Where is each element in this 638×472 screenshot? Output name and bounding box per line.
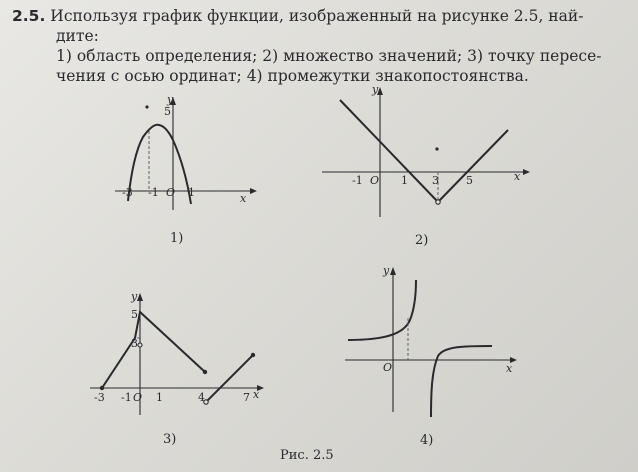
graph-3-y-label: y (131, 290, 138, 303)
graph-2-min-point (436, 200, 440, 204)
graph-1-caption: 1) (170, 231, 184, 246)
graph-2-tick-1: 1 (401, 174, 408, 187)
graph-3-y-intercept (138, 343, 142, 347)
graph-1-tick-m3: -3 (122, 186, 133, 199)
graph-3-tick-4: 4 (198, 391, 205, 404)
graph-2-caption: 2) (415, 233, 429, 248)
problem-line-4: чения с осью ординат; 4) промежутки знакопостоянства. (56, 67, 529, 85)
graph-3-start-point (100, 386, 104, 390)
graph-3-origin: O (133, 391, 143, 404)
graph-3-tick-7: 7 (243, 391, 250, 404)
graph-2-origin: O (370, 174, 380, 187)
graph-2-x-arrow (523, 169, 530, 175)
graph-4-x-label: x (506, 362, 513, 375)
problem-text (12, 6, 630, 86)
graph-1-x-arrow (250, 188, 257, 194)
graph-2-dot (435, 147, 438, 150)
graph-3-end-point (251, 353, 255, 357)
graph-3-tick-3: 3 (131, 337, 138, 350)
graph-3-tick-5: 5 (131, 308, 138, 321)
graph-2 (318, 82, 533, 252)
problem-line-1: 2.5. Используя график функции, изображенный на рисунке 2.5, най- (12, 7, 584, 25)
graph-3-y-arrow (137, 293, 143, 301)
graph-1-dot (145, 105, 148, 108)
graph-4-branch-lower (431, 346, 492, 417)
graph-3-x-label: x (253, 388, 260, 401)
graph-2-x-label: x (514, 170, 521, 183)
graph-3-tick-m1: -1 (121, 391, 132, 404)
graph-3-tick-1: 1 (156, 391, 163, 404)
problem-line-2: дите: (56, 27, 99, 45)
graph-1-y-label: y (167, 93, 174, 106)
graph-1-x-label: x (240, 192, 247, 205)
problem-number: 2.5. (12, 7, 46, 25)
graph-3 (85, 290, 275, 450)
graph-1-tick-5: 5 (164, 105, 171, 118)
graph-3-curve-a (102, 312, 205, 388)
graph-4 (340, 262, 525, 452)
problem-line-3: 1) область определения; 2) множество значений; 3) точку пересе- (56, 47, 602, 65)
graph-4-y-label: y (383, 264, 390, 277)
graph-1-tick-m1: -1 (148, 186, 159, 199)
graph-2-tick-5: 5 (466, 174, 473, 187)
graph-4-origin: O (383, 361, 393, 374)
graph-4-y-arrow (390, 267, 396, 275)
graph-2-curve (340, 100, 508, 202)
graph-4-branch-upper (348, 280, 416, 340)
graph-3-break-point (203, 370, 207, 374)
graph-1 (110, 95, 260, 250)
graph-1-tick-1: 1 (188, 186, 195, 199)
graph-2-tick-m1: -1 (352, 174, 363, 187)
graph-1-curve (128, 125, 191, 204)
graph-1-origin: O (166, 186, 176, 199)
graph-2-tick-3: 3 (432, 174, 439, 187)
graph-3-caption: 3) (163, 432, 177, 447)
graph-3-tick-m3: -3 (94, 391, 105, 404)
graph-4-caption: 4) (420, 433, 434, 448)
graph-2-y-label: y (372, 83, 379, 96)
figure-caption: Рис. 2.5 (280, 448, 334, 463)
